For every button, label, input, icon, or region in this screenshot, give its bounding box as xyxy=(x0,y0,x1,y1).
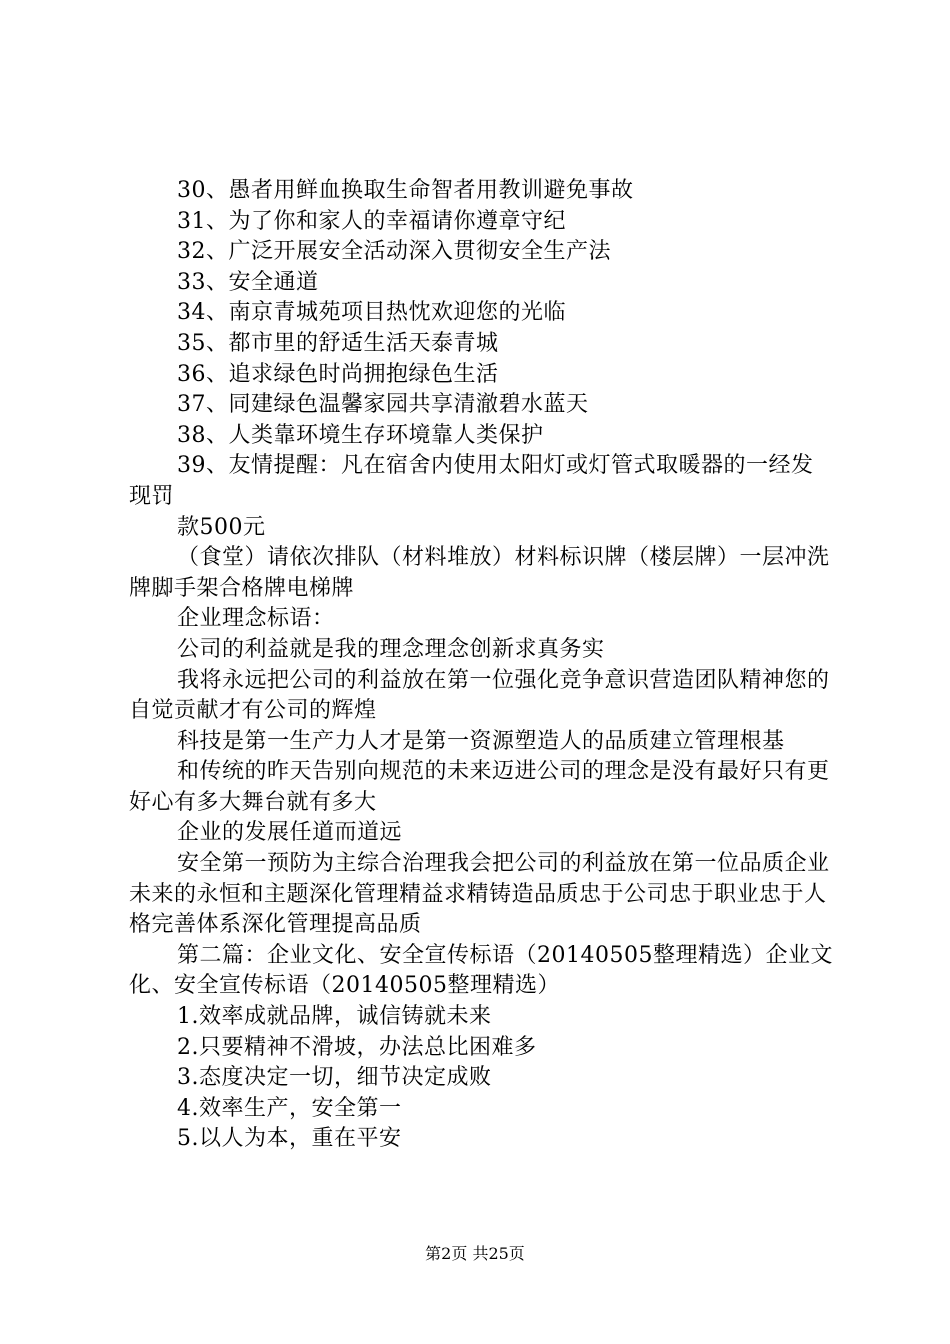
paragraph-33: 33、安全通道 xyxy=(177,269,319,295)
paragraph-signs: （食堂）请依次排队（材料堆放）材料标识牌（楼层牌）一层冲洗牌脚手架合格牌电梯牌 xyxy=(129,545,830,601)
paragraph-chapter-two-title: 第二篇：企业文化、安全宣传标语（20140505整理精选）企业文化、安全宣传标语（20140505整理精选） xyxy=(129,942,833,999)
paragraph-39: 39、友情提醒：凡在宿舍内使用太阳灯或灯管式取暖器的一经发现罚 xyxy=(129,453,814,509)
list-item-2: 2.只要精神不滑坡，办法总比困难多 xyxy=(177,1034,537,1060)
paragraph-38: 38、人类靠环境生存环境靠人类保护 xyxy=(177,422,544,448)
paragraph-35: 35、都市里的舒适生活天泰青城 xyxy=(177,330,499,356)
paragraph-32: 32、广泛开展安全活动深入贯彻安全生产法 xyxy=(177,239,611,265)
list-item-5: 5.以人为本，重在平安 xyxy=(177,1126,402,1152)
paragraph-philosophy-6: 安全第一预防为主综合治理我会把公司的利益放在第一位品质企业未来的永恒和主题深化管理精益求精铸造品质忠于公司忠于职业忠于人格完善体系深化管理提高品质 xyxy=(129,851,830,938)
paragraph-30: 30、愚者用鲜血换取生命智者用教训避免事故 xyxy=(177,178,634,203)
document-body xyxy=(129,176,835,1155)
paragraph-philosophy-2: 我将永远把公司的利益放在第一位强化竞争意识营造团队精神您的自觉贡献才有公司的辉煌 xyxy=(129,667,830,724)
paragraph-36: 36、追求绿色时尚拥抱绿色生活 xyxy=(177,361,499,387)
list-item-1: 1.效率成就品牌，诚信铸就未来 xyxy=(177,1004,492,1030)
paragraph-philosophy-heading: 企业理念标语： xyxy=(177,606,335,632)
paragraph-philosophy-5: 企业的发展任道而道远 xyxy=(177,820,403,846)
paragraph-31: 31、为了你和家人的幸福请你遵章守纪 xyxy=(177,208,566,234)
paragraph-philosophy-4: 和传统的昨天告别向规范的未来迈进公司的理念是没有最好只有更好心有多大舞台就有多大 xyxy=(129,759,830,815)
page-number-footer: 第2页 共25页 xyxy=(425,1244,525,1263)
paragraph-34: 34、南京青城苑项目热忱欢迎您的光临 xyxy=(177,300,566,326)
list-item-4: 4.效率生产，安全第一 xyxy=(177,1095,402,1121)
list-item-3: 3.态度决定一切，细节决定成败 xyxy=(177,1065,492,1091)
paragraph-philosophy-1: 公司的利益就是我的理念理念创新求真务实 xyxy=(177,636,605,662)
paragraph-37: 37、同建绿色温馨家园共享清澈碧水蓝天 xyxy=(177,392,589,418)
paragraph-philosophy-3: 科技是第一生产力人才是第一资源塑造人的品质建立管理根基 xyxy=(177,728,785,754)
paragraph-fine: 款500元 xyxy=(177,514,266,540)
